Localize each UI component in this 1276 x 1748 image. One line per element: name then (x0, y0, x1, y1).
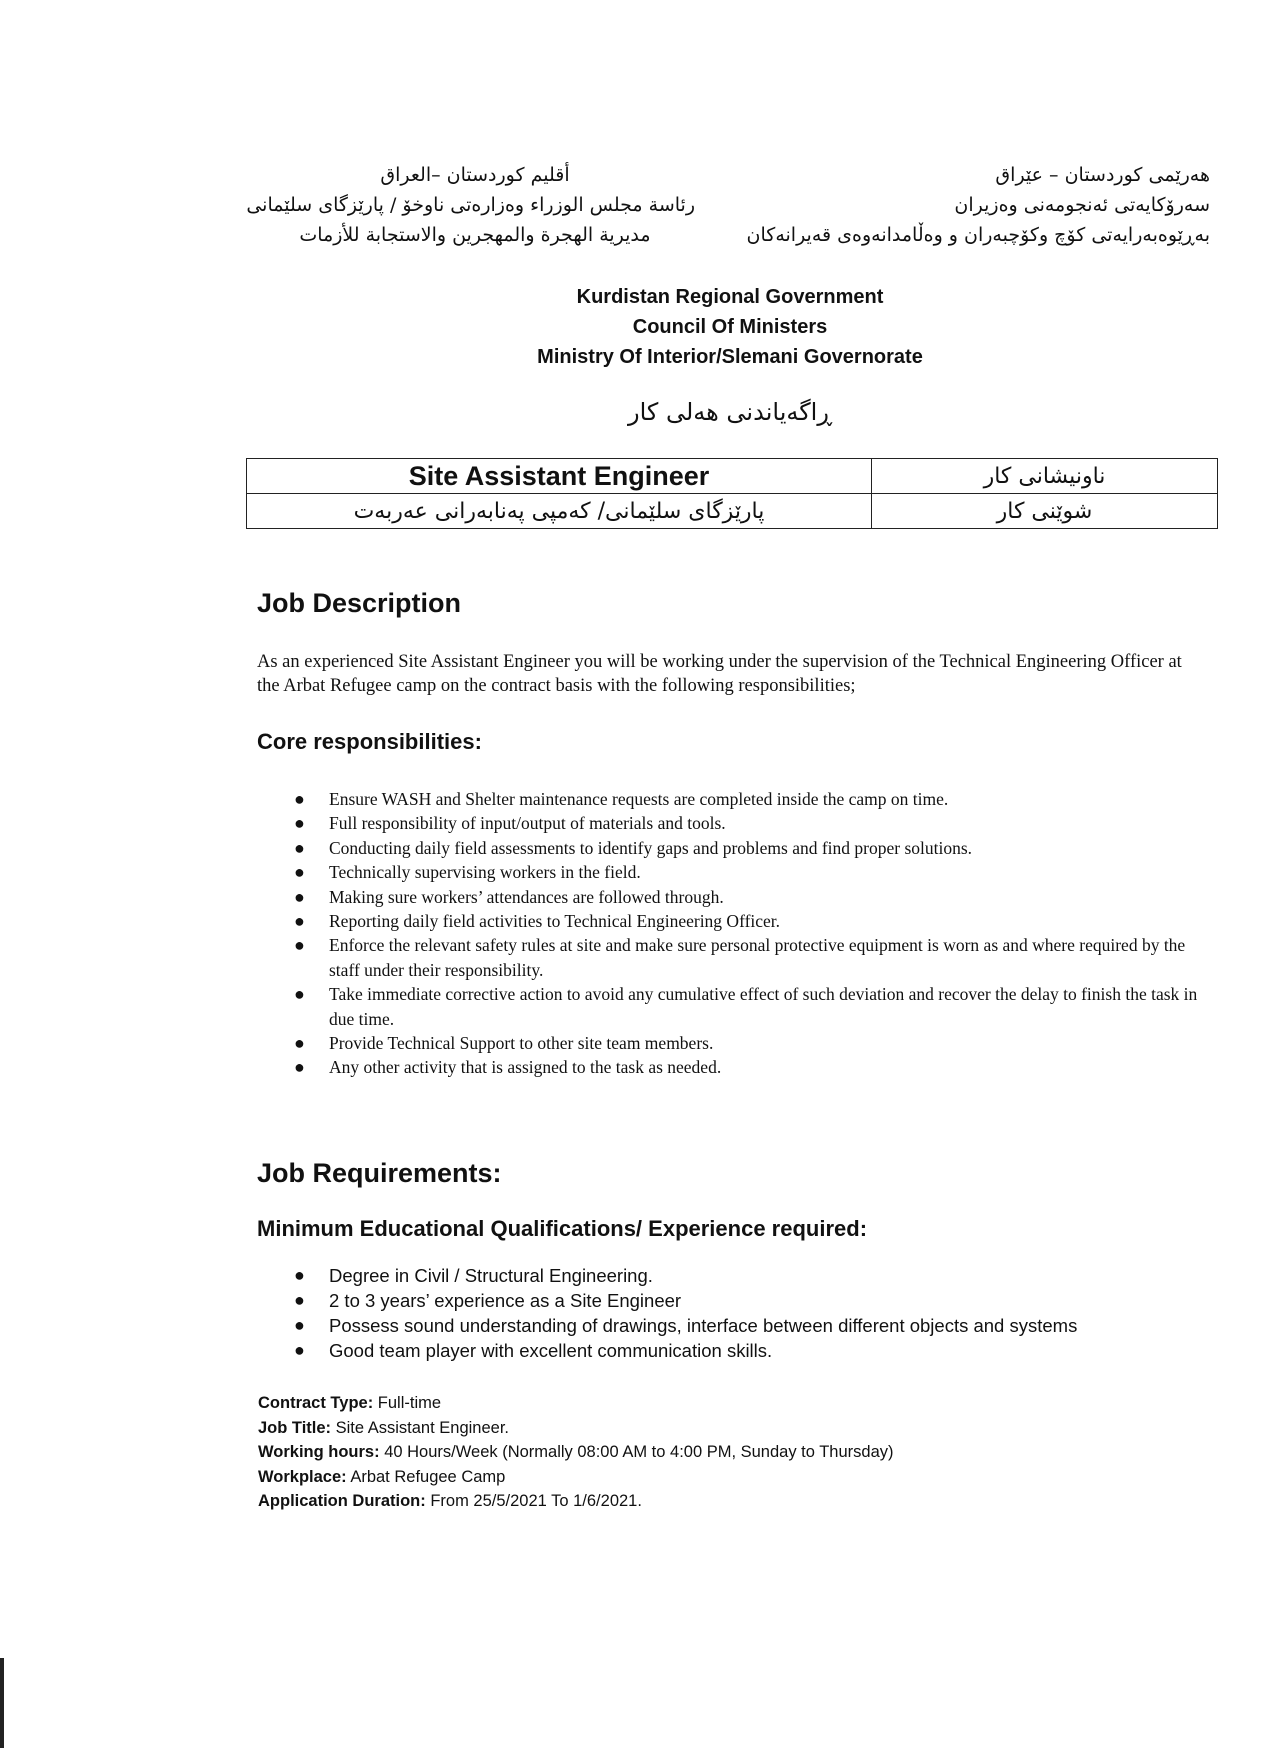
core-responsibilities-heading: Core responsibilities: (257, 729, 482, 754)
list-item-text: Making sure workers’ attendances are followed through. (329, 886, 724, 907)
list-item (290, 1338, 1190, 1363)
detail-contract-type (258, 1391, 894, 1416)
bullet-icon: ● (294, 1057, 305, 1078)
job-requirements-heading: Job Requirements: (257, 1158, 502, 1188)
bullet-icon: ● (294, 886, 305, 907)
bullet-icon: ● (294, 911, 305, 932)
scan-edge-mark (0, 1658, 4, 1748)
list-item (290, 885, 1210, 909)
detail-label: Application Duration: (258, 1492, 426, 1510)
detail-application-duration (258, 1489, 894, 1514)
list-item-text: Technically supervising workers in the field. (329, 862, 641, 883)
list-item-text: Enforce the relevant safety rules at site and make sure personal protective equipment is worn as and where required by the staff under their responsibility. (329, 935, 1186, 980)
list-item-text: Ensure WASH and Shelter maintenance requests are completed inside the camp on time. (329, 789, 949, 809)
list-item (290, 1288, 1190, 1313)
qualifications-heading: Minimum Educational Qualifications/ Experience required: (257, 1216, 868, 1241)
detail-label: Job Title: (258, 1418, 332, 1437)
list-item-text: Reporting daily field activities to Technical Engineering Officer. (329, 911, 781, 932)
job-details (258, 1391, 894, 1514)
job-title-cell (247, 459, 872, 494)
bullet-icon: ● (294, 789, 305, 809)
list-item-text: Good team player with excellent communication skills. (329, 1340, 773, 1361)
detail-value: Site Assistant Engineer. (335, 1418, 509, 1437)
org-ministry: Ministry Of Interior/Slemani Governorate (537, 346, 923, 368)
detail-label: Working hours: (258, 1443, 380, 1461)
org-council: Council Of Ministers (632, 316, 828, 338)
list-item (290, 860, 1210, 884)
letterhead-line: أقليم كوردستان –العراق (380, 164, 570, 186)
list-item (290, 787, 1210, 811)
detail-workplace (258, 1465, 894, 1490)
letterhead-line: بەڕێوەبەرایەتی کۆچ وکۆچبەران و وەڵامدانەوەی قەیرانەکان (746, 224, 1210, 246)
list-item-text: Degree in Civil / Structural Engineering. (329, 1265, 653, 1286)
detail-label: Workplace: (258, 1467, 347, 1486)
arabic-letterhead (246, 160, 695, 250)
org-name: Kurdistan Regional Government (576, 286, 884, 308)
letterhead-line: مديرية الهجرة والمهجرين والاستجابة للأزمات (299, 224, 651, 246)
list-item (290, 811, 1210, 835)
list-item (290, 1263, 1190, 1288)
list-item (290, 933, 1210, 982)
bullet-icon: ● (294, 1290, 305, 1310)
bullet-icon: ● (294, 1315, 305, 1335)
letterhead-line: هەرێمی کوردستان – عێراق (995, 164, 1210, 186)
list-item-text: Full responsibility of input/output of materials and tools. (329, 813, 726, 834)
job-description-heading: Job Description (257, 588, 462, 618)
bullet-icon: ● (294, 984, 305, 1005)
bullet-icon: ● (294, 935, 305, 956)
job-location-cell (247, 494, 872, 529)
announcement-title: ڕاگەیاندنی هەلی کار (628, 398, 832, 426)
list-item (290, 1055, 1210, 1079)
table-row (247, 494, 1218, 529)
detail-label: Contract Type: (258, 1394, 374, 1412)
responsibilities-list (290, 787, 1210, 1080)
detail-value: From 25/5/2021 To 1/6/2021. (430, 1492, 642, 1510)
list-item-text: 2 to 3 years’ experience as a Site Engineer (329, 1290, 682, 1311)
organization-block (430, 282, 1030, 372)
job-title-value: Site Assistant Engineer (408, 460, 710, 491)
bullet-icon: ● (294, 813, 305, 834)
detail-job-title (258, 1416, 894, 1441)
list-item (290, 982, 1210, 1031)
detail-value: 40 Hours/Week (Normally 08:00 AM to 4:00 PM, Sunday to Thursday) (384, 1443, 894, 1461)
job-info-table (246, 458, 1218, 529)
bullet-icon: ● (294, 1265, 305, 1285)
letterhead-line: رئاسة مجلس الوزراء وەزارەتى ناوخۆ / پارێزگای سلێمانی (246, 194, 695, 216)
detail-working-hours (258, 1440, 894, 1465)
bullet-icon: ● (294, 837, 305, 858)
job-description-text: As an experienced Site Assistant Engineer you will be working under the supervision of the Technical Engineering Officer at the Arbat Refugee camp on the contract basis with the following responsibilities; (257, 652, 1182, 696)
list-item-text: Possess sound understanding of drawings, interface between different objects and systems (329, 1315, 1078, 1336)
qualifications-list (290, 1263, 1190, 1363)
letterhead-line: سەرۆکایەتی ئەنجومەنی وەزیران (954, 194, 1210, 216)
list-item-text: Conducting daily field assessments to identify gaps and problems and find proper solutions. (329, 837, 973, 858)
table-row (247, 459, 1218, 494)
detail-value: Arbat Refugee Camp (350, 1467, 506, 1486)
kurdish-letterhead (740, 160, 1210, 250)
bullet-icon: ● (294, 1340, 305, 1360)
bullet-icon: ● (294, 1033, 305, 1054)
list-item-text: Take immediate corrective action to avoid any cumulative effect of such deviation and recover the delay to finish the task in due time. (329, 984, 1198, 1029)
job-location-label: شوێنی کار (872, 494, 1218, 529)
job-location-value: پارێزگای سلێمانی/ کەمپی پەنابەرانی عەربەت (353, 498, 765, 524)
list-item (290, 836, 1210, 860)
list-item-text: Provide Technical Support to other site team members. (329, 1033, 714, 1054)
detail-value: Full-time (377, 1394, 442, 1412)
job-title-label: ناونیشانی کار (872, 459, 1218, 494)
list-item-text: Any other activity that is assigned to the task as needed. (329, 1057, 722, 1078)
bullet-icon: ● (294, 862, 305, 883)
list-item (290, 1031, 1210, 1055)
list-item (290, 1313, 1190, 1338)
list-item (290, 909, 1210, 933)
